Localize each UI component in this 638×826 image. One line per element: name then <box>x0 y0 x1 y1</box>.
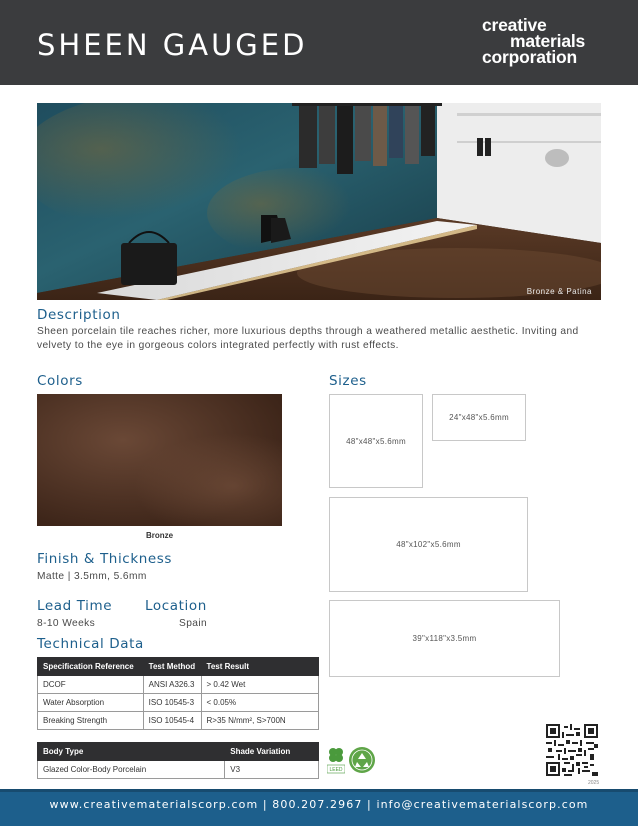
table-row <box>38 712 319 730</box>
technical-data-table <box>37 657 319 730</box>
hero-caption: Bronze & Patina <box>526 287 592 296</box>
body-type-table <box>37 742 319 779</box>
column-header: Body Type <box>38 743 225 761</box>
document-year: 2025 <box>588 780 600 786</box>
location-heading: Location <box>145 598 207 614</box>
swatch-label: Bronze <box>145 531 174 540</box>
qr-code-icon <box>546 724 598 776</box>
location-text: Spain <box>179 618 208 629</box>
table-cell: R>35 N/mm², S>700N <box>201 712 318 730</box>
size-label: 48"x48"x5.6mm <box>346 436 406 446</box>
size-label: 24"x48"x5.6mm <box>449 413 509 422</box>
color-swatch-bronze <box>37 394 282 526</box>
size-tile-39x118 <box>329 600 560 677</box>
size-label: 48"x102"x5.6mm <box>396 540 461 549</box>
leed-text: LEED <box>329 767 343 773</box>
lead-time-text: 8-10 Weeks <box>37 618 96 629</box>
table-cell: < 0.05% <box>201 694 318 712</box>
header-bar <box>0 0 638 85</box>
footer-accent-line <box>0 789 638 792</box>
company-logo <box>482 17 585 65</box>
size-tile-24x48 <box>432 394 526 441</box>
finish-heading: Finish & Thickness <box>37 551 173 567</box>
leed-leaf-icon <box>327 746 345 774</box>
size-tile-48x48 <box>329 394 423 488</box>
lead-time-heading: Lead Time <box>37 598 113 614</box>
bronze-texture <box>37 394 282 526</box>
recycle-icon <box>348 746 376 774</box>
description-heading: Description <box>37 307 121 323</box>
size-label: 39"x118"x3.5mm <box>412 634 477 643</box>
table-cell: Breaking Strength <box>38 712 144 730</box>
recycle-badge-icon <box>348 746 376 774</box>
room-scene-illustration <box>37 103 601 300</box>
table-cell: Glazed Color-Body Porcelain <box>38 761 225 779</box>
description-text: Sheen porcelain tile reaches richer, more luxurious depths through a weathered metallic aesthetic. Inviting and velvety to the eye in gorgeous colors integrated perfectly with rust effects. <box>37 326 579 351</box>
size-tile-48x102 <box>329 497 528 592</box>
column-header: Test Method <box>143 658 201 676</box>
table-row <box>38 761 319 779</box>
table-cell: DCOF <box>38 676 144 694</box>
logo-line-3: corporation <box>482 47 578 67</box>
table-header-row <box>38 743 319 761</box>
footer-contact-info: www.creativematerialscorp.com | 800.207.2967 | info@creativematerialscorp.com <box>49 798 589 811</box>
leed-icon <box>327 746 345 774</box>
table-cell: > 0.42 Wet <box>201 676 318 694</box>
finish-text: Matte | 3.5mm, 5.6mm <box>37 571 147 582</box>
logo-line-2: materials <box>510 31 586 51</box>
table-cell: Water Absorption <box>38 694 144 712</box>
qr-code-graphic <box>546 724 598 776</box>
colors-heading: Colors <box>37 373 83 389</box>
footer-bar <box>0 789 638 826</box>
column-header: Test Result <box>201 658 318 676</box>
table-cell: ISO 10545-3 <box>143 694 201 712</box>
table-cell: V3 <box>225 761 319 779</box>
technical-heading: Technical Data <box>37 636 144 652</box>
sizes-heading: Sizes <box>329 373 367 389</box>
table-row <box>38 694 319 712</box>
table-header-row <box>38 658 319 676</box>
column-header: Specification Reference <box>38 658 144 676</box>
table-cell: ANSI A326.3 <box>143 676 201 694</box>
table-cell: ISO 10545-4 <box>143 712 201 730</box>
logo-line-1: creative <box>482 15 547 35</box>
product-title: SHEEN GAUGED <box>37 28 308 62</box>
hero-room-image <box>37 103 601 300</box>
table-row <box>38 676 319 694</box>
column-header: Shade Variation <box>225 743 319 761</box>
